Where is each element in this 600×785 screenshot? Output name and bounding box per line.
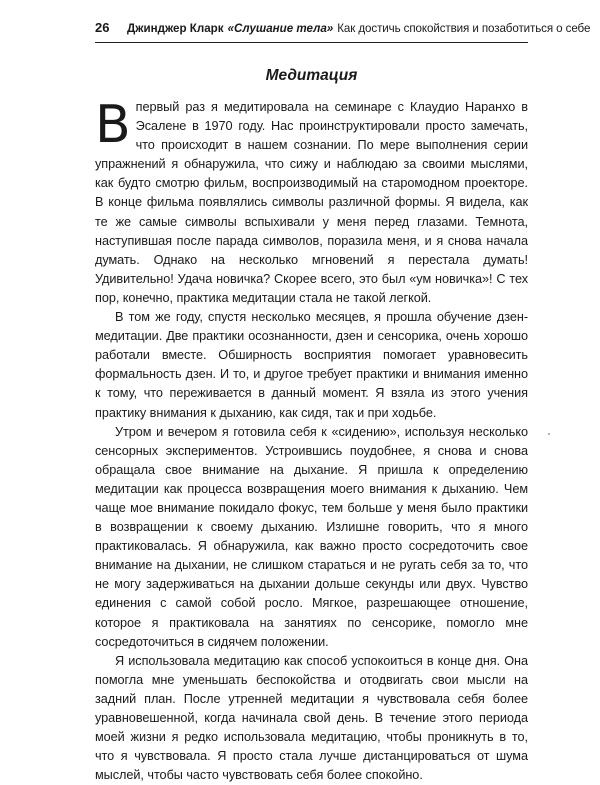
book-title: «Слушание тела» [227,22,334,35]
chapter-title: Медитация [265,67,358,84]
running-header [95,20,591,43]
paragraph-1 [95,95,528,308]
book-subtitle: Как достичь спокойствия и позаботиться о себе [337,22,591,35]
paragraph-1-text: первый раз я медитировала на семинаре с Клаудио Наранхо в Эсалене в 1970 году. Нас проинструктировали просто замечать, что происходит в нашем сознании. По мере выполнения серии упражнений я обнаружила, что сижу и наблюдаю за своими мыслями, как будто смотрю фильм, воспроизводимый на старомодном проекторе. В конце фильма появлялись символы различной формы. Я видела, как те же самые символы вспыхивали у меня перед глазами. Темнота, наступившая после парада символов, поразила меня, и я снова начала думать. Однако на несколько мгновений я перестала думать! Удивительно! Удача новичка? Скорее всего, это был «ум новичка»! С тех пор, конечно, практика медитации стала не такой легкой. [95,100,528,305]
book-page [95,20,591,785]
page-number: 26 [95,20,110,35]
drop-cap: В [95,95,131,155]
paragraph-2: В том же году, спустя несколько месяцев, я прошла обучение дзен-медитации. Две практики осознанности, дзен и сенсорика, очень хорошо работали вместе. Обширность восприятия помогает уравновесить формальность дзен. И то, и другое требует практики и внимания именно к тому, что переживается в данный момент. Я взяла из этого учения практику внимания к дыханию, как сидя, так и при ходьбе. [95,310,528,420]
paragraph-4: Я использовала медитацию как способ успокоиться в конце дня. Она помогла мне уменьшать беспокойства и отодвигать свои мысли на задний план. После утренней медитации я чувствовала себя более уравновешенной, когда начинала свой день. В течение этого периода моей жизни я редко использовала медитацию, чтобы проникнуть в то, что я чувствовала. Я просто стала лучше дистанцироваться от шума мыслей, чтобы часто чувствовать себя более спокойно. [95,653,528,783]
print-speck [548,433,550,435]
author-name: Джинджер Кларк [127,22,224,35]
paragraph-3: Утром и вечером я готовила себя к «сидению», используя несколько сенсорных экспериментов. Устроившись поудобнее, я снова и снова обращала свое внимание на дыхание. Я пришла к определению медитации как процесса возвращения моего внимания к дыханию. Чем чаще мое внимание покидало фокус, тем больше у меня было практики в возвращении к своему дыханию. Излишне говорить, что я много практиковалась. Я обнаружила, как важно просто сосредоточить свое внимание на дыхании, не слишком стараться и не ругать себя за то, что не могу задерживаться на дыхании дольше секунды или двух. Чувство единения с самой собой росло. Мягкое, разрешающее отношение, которое я практиковала на занятиях по сенсорике, помогло мне сосредоточиться в сидячем положении. [95,424,528,649]
body-text [95,95,528,785]
